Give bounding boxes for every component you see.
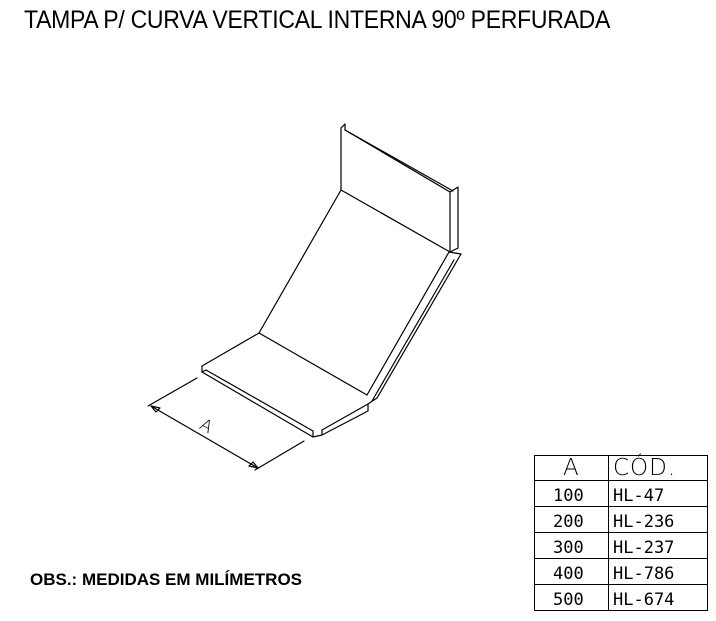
inclined-section bbox=[259, 190, 461, 404]
drawing-title: TAMPA P/ CURVA VERTICAL INTERNA 90º PERFURADA bbox=[24, 6, 611, 34]
table-row bbox=[535, 585, 708, 611]
dimension-code-table bbox=[534, 455, 708, 611]
table-row bbox=[535, 559, 708, 585]
table-cell-a: 400 bbox=[535, 559, 609, 585]
dimension-label: A bbox=[196, 414, 216, 439]
measurement-note: OBS.: MEDIDAS EM MILÍMETROS bbox=[30, 570, 302, 589]
table-cell-a: 200 bbox=[535, 507, 609, 533]
table-header-a: A bbox=[535, 456, 609, 481]
table-cell-a: 500 bbox=[535, 585, 609, 611]
vertical-end-panel bbox=[341, 124, 461, 254]
table-cell-a: 100 bbox=[535, 481, 609, 507]
dimension-line-a bbox=[148, 378, 304, 470]
table-row bbox=[535, 481, 708, 507]
table-cell-a: 300 bbox=[535, 533, 609, 559]
table-header-row bbox=[535, 456, 708, 481]
table-row bbox=[535, 533, 708, 559]
horizontal-base-section bbox=[202, 333, 368, 437]
table-cell-code: HL-236 bbox=[609, 507, 708, 533]
table-cell-code: HL-237 bbox=[609, 533, 708, 559]
table-cell-code: HL-674 bbox=[609, 585, 708, 611]
table-cell-code: HL-786 bbox=[609, 559, 708, 585]
table-cell-code: HL-47 bbox=[609, 481, 708, 507]
table-header-code: CÓD. bbox=[609, 456, 708, 481]
table-row bbox=[535, 507, 708, 533]
